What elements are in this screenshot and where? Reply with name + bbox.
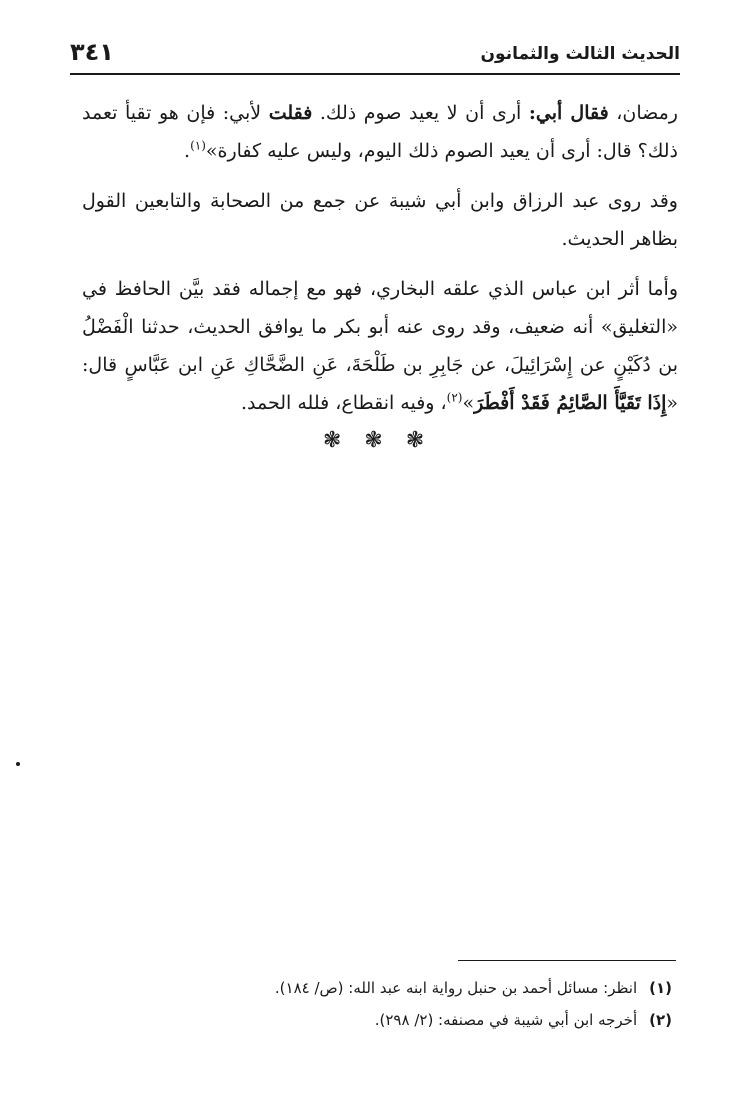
footnote-1-number: (١)	[649, 979, 672, 997]
main-text	[82, 94, 678, 434]
page-number: ٣٤١	[70, 38, 114, 66]
p3-quote-close: »	[462, 392, 475, 414]
paragraph-2: وقد روى عبد الرزاق وابن أبي شيبة عن جمع من الصحابة والتابعين القول بظاهر الحديث.	[82, 190, 678, 250]
header-rule	[70, 73, 680, 75]
paragraph-1	[82, 94, 678, 170]
p3-text-1: وأما أثر ابن عباس الذي علقه البخاري، فهو مع إجماله فقد بيَّن الحافظ في «التغليق» أنه ضعيف، وقد روى عنه أبو بكر ما يوافق الحديث، حدثنا الْفَضْلُ بن دُكَيْنٍ عن إِسْرَائِيلَ، عن جَابِرِ بن طَلْحَةَ، عَنِ الضَّحَّاكِ عَنِ ابن عَبَّاسٍ قال: «	[82, 278, 678, 414]
p1-text-2: أرى أن لا يعيد صوم ذلك.	[312, 102, 529, 124]
running-title: الحديث الثالث والثمانون	[480, 44, 680, 64]
p1-text-1: رمضان،	[608, 102, 678, 124]
p1-bold-question: فقلت	[268, 102, 313, 124]
page-header	[70, 38, 680, 76]
p3-text-end: ، وفيه انقطاع، فلله الحمد.	[240, 392, 447, 414]
footnote-1	[150, 972, 672, 1004]
p1-text-3: لأبي: فإن هو تقيأ تعمد ذلك؟ قال: أرى أن يعيد الصوم ذلك اليوم، وليس عليه كفارة»	[82, 102, 678, 162]
footnote-ref-2[interactable]: (٢)	[446, 390, 463, 405]
footnote-2	[150, 1004, 672, 1036]
footnotes	[150, 972, 672, 1036]
p3-hadith-quote: إِذَا تَقَيَّأَ الصَّائِمُ فَقَدْ أَفْطَرَ	[474, 392, 667, 414]
section-separator: ❃ ❃ ❃	[322, 428, 433, 453]
footnote-1-text: انظر: مسائل أحمد بن حنبل رواية ابنه عبد الله: (ص/ ١٨٤).	[274, 979, 638, 997]
p1-text-end: .	[184, 140, 191, 162]
footnote-2-text: أخرجه ابن أبي شيبة في مصنفه: (٢/ ٢٩٨).	[374, 1011, 638, 1029]
p1-bold-speaker: فقال أبي:	[528, 102, 609, 124]
footnote-ref-1[interactable]: (١)	[190, 138, 206, 153]
footnote-rule	[458, 960, 676, 961]
footnote-2-number: (٢)	[649, 1011, 672, 1029]
paragraph-3	[82, 270, 678, 422]
scan-dot	[16, 762, 20, 766]
